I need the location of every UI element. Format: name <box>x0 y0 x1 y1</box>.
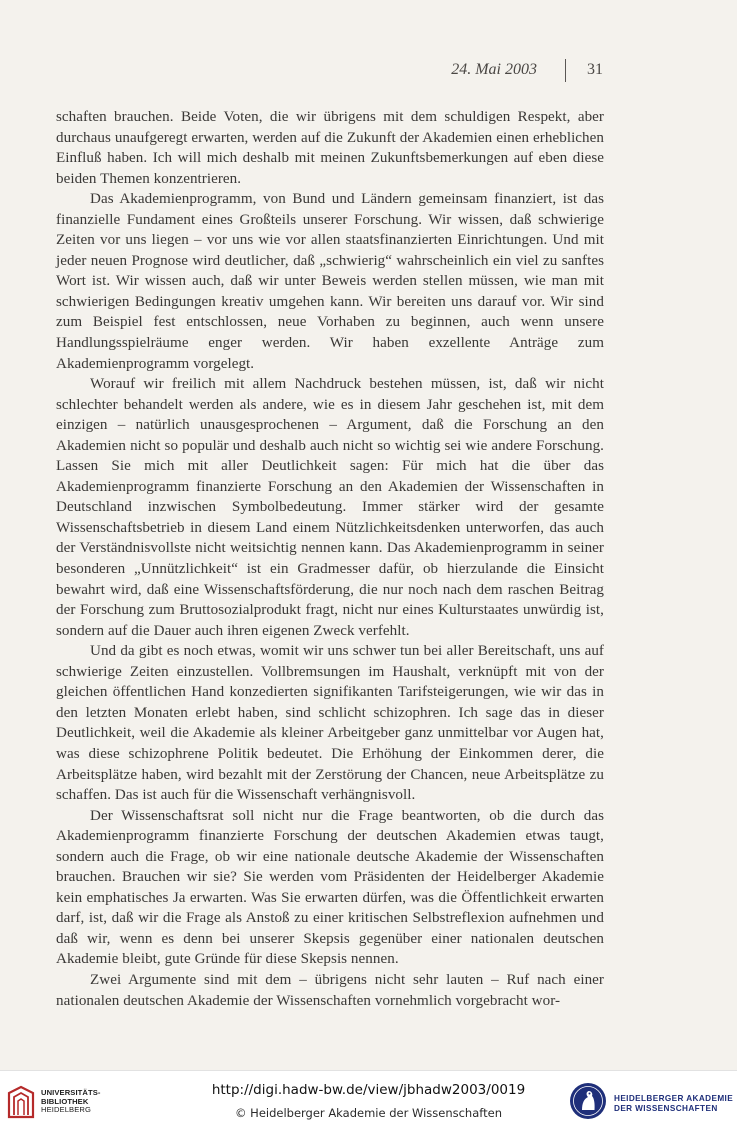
paragraph: Und da gibt es noch etwas, womit wir uns schwer tun bei aller Bereitschaft, uns auf schwierige Zeiten einzustellen. Vollbremsungen im Haushalt, verknüpft mit von der gleichen öffentlichen Hand konzedierten signifikanten Tarifsteigerungen, wie wir das in den letzten Monaten erlebt haben, sind schlicht schizophren. Ich sage das in dieser Deutlichkeit, weil die Akademie als kleiner Arbeitgeber ganz unmittelbar vor Augen hat, was diese schizophrene Politik bedeutet. Die Erhöhung der Einkommen derer, die Arbeitsplätze haben, wird bezahlt mit der Zerstörung der Chancen, neue Arbeitsplätze zu schaffen. Das ist auch für die Wissenschaft verhängnisvoll. <box>56 643 604 804</box>
permalink-url[interactable]: http://digi.hadw-bw.de/view/jbhadw2003/0019 <box>211 1082 526 1098</box>
body-text <box>56 107 604 1011</box>
running-head <box>0 59 737 83</box>
academy-seal-icon <box>569 1082 607 1120</box>
paragraph: Worauf wir freilich mit allem Nachdruck bestehen müssen, ist, daß wir nicht schlechter behandelt werden als andere, wie es in diesem Jahr geschehen ist, mit dem einzigen – natürlich unausgesprochenen – Argument, daß die Forschung an den Akademien nicht so populär und deshalb auch nicht so wichtig sei wie andere Forschung. Lassen Sie mich mit aller Deutlichkeit sagen: Für mich hat die über das Akademienprogramm finanzierte Forschung an den Akademien der Wissenschaften in Deutschland inzwischen Symbolbedeutung. Immer stärker wird der gesamte Wissenschaftsbetrieb in diesem Land einem Nützlichkeitsdenken unterworfen, das auch der Verständnisvollste nicht weitsichtig nennen kann. Das Akademienprogramm in seiner besonderen „Unnützlichkeit“ ist ein Gradmesser dafür, ob hierzulande die Einsicht bewahrt wird, daß eine Wissenschaftsförderung, die nur noch nach dem raschen Beitrag der Forschung zum Bruttosozialprodukt fragt, nicht nur eines Kulturstaates unwürdig ist, sondern auf die Dauer auch ihren eigenen Zweck verfehlt. <box>56 376 604 639</box>
running-head-date: 24. Mai 2003 <box>451 61 537 78</box>
digitization-footer <box>0 1070 737 1130</box>
paragraph: schaften brauchen. Beide Voten, die wir übrigens mit dem schuldigen Respekt, aber durchaus unaufgeregt erwarten, werden auf die Zukunft der Akademien einen erheblichen Einfluß haben. Ich will mich deshalb mit meinen Zukunftsbemerkungen auf eben diese beiden Themen konzentrieren. <box>56 109 604 187</box>
copyright-notice: © Heidelberger Akademie der Wissenschaften <box>235 1106 502 1120</box>
library-name-line: HEIDELBERG <box>41 1105 91 1115</box>
academy-name-line: HEIDELBERGER AKADEMIE <box>614 1094 734 1103</box>
library-name-line: BIBLIOTHEK <box>41 1096 89 1106</box>
paragraph: Zwei Argumente sind mit dem – übrigens nicht sehr lauten – Ruf nach einer nationalen deutschen Akademie der Wissenschaften vornehmlich vorgebracht wor- <box>56 971 604 1009</box>
library-name-line: UNIVERSITÄTS- <box>41 1088 101 1097</box>
academy-name <box>614 1094 733 1114</box>
running-head-divider <box>565 59 566 82</box>
academy-name-line: DER WISSENSCHAFTEN <box>614 1104 718 1113</box>
paragraph: Das Akademienprogramm, von Bund und Ländern gemeinsam finanziert, ist das finanzielle Fundament eines Großteils unserer Forschung. Wir wissen, daß schwierige Zeiten vor uns liegen – vor uns wie vor allen staatsfinanzierten Einrichtungen. Und mit jeder neuen Prognose wird deutlicher, daß „schwierig“ wahrscheinlich ein viel zu sanftes Wort ist. Wir wissen auch, daß wir unter Beweis werden stellen müssen, wie man mit schwierigen Bedingungen kreativ umgehen kann. Wir bereiten uns darauf vor. Wir sind zum Beispiel fest entschlossen, neue Vorhaben zu beginnen, auch wenn unsere Handlungsspielräume enger werden. Wir haben exzellente Anträge zum Akademienprogramm vorgelegt. <box>56 191 604 372</box>
paragraph: Der Wissenschaftsrat soll nicht nur die Frage beantworten, ob die durch das Akademienprogramm finanzierte Forschung der deutschen Akademien etwas taugt, sondern auch die Frage, ob wir eine nationale deutsche Akademie der Wissenschaften brauchen. Brauchen wir sie? Sie werden vom Präsidenten der Heidelberger Akademie kein emphatisches Ja erwarten. Was Sie erwarten dürfen, was die Öffentlichkeit erwarten darf, ist, daß wir die Frage als Anstoß zu einer kritischen Selbstreflexion aufnehmen und daß wir, wenn es denn bei unserer Skepsis gegenüber einer nationalen deutschen Akademie bleibt, gute Gründe für diese Skepsis nennen. <box>56 807 604 968</box>
page-number: 31 <box>587 61 603 78</box>
